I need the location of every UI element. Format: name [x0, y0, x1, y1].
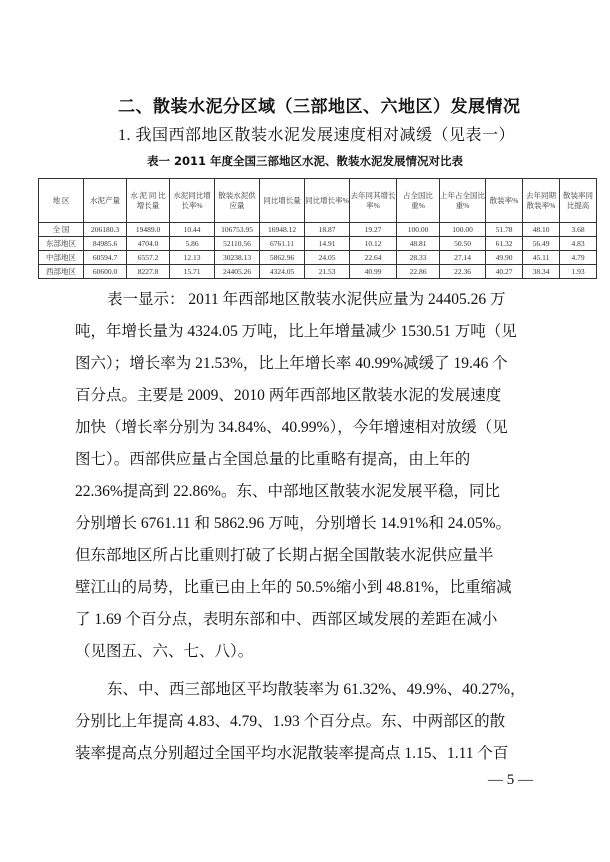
table-cell: 22.86: [397, 265, 440, 279]
table-cell: 19.27: [350, 223, 397, 237]
table-cell: 24405.26: [215, 265, 260, 279]
body-line: 图七）。西部供应量占全国总量的比重略有提高，由上年的: [75, 451, 471, 468]
table-header-cell: 占全国比重%: [397, 179, 440, 223]
table-cell: 40.27: [486, 265, 523, 279]
table-caption: 表一 2011 年度全国三部地区水泥、散装水泥发展情况对比表: [146, 154, 463, 168]
table-cell: 52110.56: [215, 237, 260, 251]
table-cell: 8227.8: [127, 265, 170, 279]
table-cell: 西部地区: [39, 265, 84, 279]
table-row: [39, 251, 597, 265]
table-row: [39, 223, 597, 237]
table-cell: 100.00: [397, 223, 440, 237]
table-cell: 中部地区: [39, 251, 84, 265]
table-cell: 48.10: [523, 223, 560, 237]
table-header-cell: 同比增长率%: [305, 179, 350, 223]
section-heading: 二、散装水泥分区域（三部地区、六地区）发展情况: [118, 97, 521, 117]
page-number: — 5 —: [488, 772, 533, 788]
table-cell: 4704.0: [127, 237, 170, 251]
table-header-cell: 散装水泥供应量: [215, 179, 260, 223]
table-header-cell: 水 泥 同 比 增长量: [127, 179, 170, 223]
body-line: 百分点。主要是 2009、2010 两年西部地区散装水泥的发展速度: [75, 387, 502, 404]
body-line: 了 1.69 个百分点，表明东部和中、西部区域发展的差距在减小: [75, 611, 498, 628]
body-line: 图六）；增长率为 21.53%，比上年增长率 40.99%减缓了 19.46 个: [75, 355, 508, 372]
table-cell: 1.93: [560, 265, 597, 279]
table-header-row: [39, 179, 597, 223]
body-line: （见图五、六、七、八）。: [75, 643, 254, 660]
table-cell: 全 国: [39, 223, 84, 237]
table-row: [39, 265, 597, 279]
table-cell: 10.12: [350, 237, 397, 251]
table-cell: 4.83: [560, 237, 597, 251]
table-cell: 27.14: [440, 251, 486, 265]
table-header-cell: 水泥同比增长率%: [170, 179, 215, 223]
table-cell: 100.00: [440, 223, 486, 237]
table-header-cell: 散装率%: [486, 179, 523, 223]
table-cell: 106753.95: [215, 223, 260, 237]
body-line: 分别增长 6761.11 和 5862.96 万吨，分别增长 14.91%和 24.05%。: [75, 515, 511, 532]
table-header-cell: 去年同期散装率%: [523, 179, 560, 223]
body-line: 东、中、西三部地区平均散装率为 61.32%、49.9%、40.27%，: [107, 681, 526, 698]
table-cell: 19489.0: [127, 223, 170, 237]
table-cell: 16948.12: [260, 223, 305, 237]
body-line: 吨，年增长量为 4324.05 万吨，比上年增量减少 1530.51 万吨（见: [75, 323, 517, 340]
table-cell: 6761.11: [260, 237, 305, 251]
table-cell: 15.71: [170, 265, 215, 279]
table-header-cell: 水泥产量: [84, 179, 127, 223]
table-cell: 61.32: [486, 237, 523, 251]
table-cell: 60594.7: [84, 251, 127, 265]
table-cell: 4.79: [560, 251, 597, 265]
table-cell: 22.36: [440, 265, 486, 279]
table-cell: 206180.3: [84, 223, 127, 237]
body-line: 装率提高点分别超过全国平均水泥散装率提高点 1.15、1.11 个百: [75, 745, 509, 762]
table-cell: 48.81: [397, 237, 440, 251]
table-row: [39, 237, 597, 251]
table-cell: 4324.05: [260, 265, 305, 279]
table-cell: 6557.2: [127, 251, 170, 265]
table-header-cell: 同比增长量: [260, 179, 305, 223]
body-line: 表一显示： 2011 年西部地区散装水泥供应量为 24405.26 万: [107, 291, 506, 308]
table-cell: 30238.13: [215, 251, 260, 265]
table-cell: 18.87: [305, 223, 350, 237]
body-line: 22.36%提高到 22.86%。东、中部地区散装水泥发展平稳，同比: [75, 483, 500, 500]
table-cell: 10.44: [170, 223, 215, 237]
table-cell: 3.68: [560, 223, 597, 237]
body-line: 加快（增长率分别为 34.84%、40.99%），今年增速相对放缓（见: [75, 419, 508, 436]
table-header-cell: 散装率同比提高: [560, 179, 597, 223]
table-cell: 5.86: [170, 237, 215, 251]
table-cell: 24.05: [305, 251, 350, 265]
body-line: 但东部地区所占比重则打破了长期占据全国散装水泥供应量半: [75, 547, 494, 564]
table-cell: 40.99: [350, 265, 397, 279]
table-cell: 56.49: [523, 237, 560, 251]
table-cell: 38.34: [523, 265, 560, 279]
table-cell: 51.78: [486, 223, 523, 237]
table-cell: 21.53: [305, 265, 350, 279]
sub-heading: 1. 我国西部地区散装水泥发展速度相对减缓（见表一）: [118, 127, 516, 144]
table-cell: 5862.96: [260, 251, 305, 265]
table-cell: 49.90: [486, 251, 523, 265]
table-cell: 14.91: [305, 237, 350, 251]
table-cell: 84985.6: [84, 237, 127, 251]
table-cell: 50.50: [440, 237, 486, 251]
table-header-cell: 地 区: [39, 179, 84, 223]
table-cell: 45.11: [523, 251, 560, 265]
table-header-cell: 上年占全国比重%: [440, 179, 486, 223]
table-cell: 东部地区: [39, 237, 84, 251]
comparison-table: [38, 178, 597, 279]
body-line: 分别比上年提高 4.83、4.79、1.93 个百分点。东、中两部区的散: [75, 713, 506, 730]
table-cell: 28.33: [397, 251, 440, 265]
table-cell: 22.64: [350, 251, 397, 265]
table-cell: 60600.0: [84, 265, 127, 279]
table-header-cell: 去年同其增长率%: [350, 179, 397, 223]
table-cell: 12.13: [170, 251, 215, 265]
body-line: 壁江山的局势，比重已由上年的 50.5%缩小到 48.81%，比重缩减: [75, 579, 512, 596]
